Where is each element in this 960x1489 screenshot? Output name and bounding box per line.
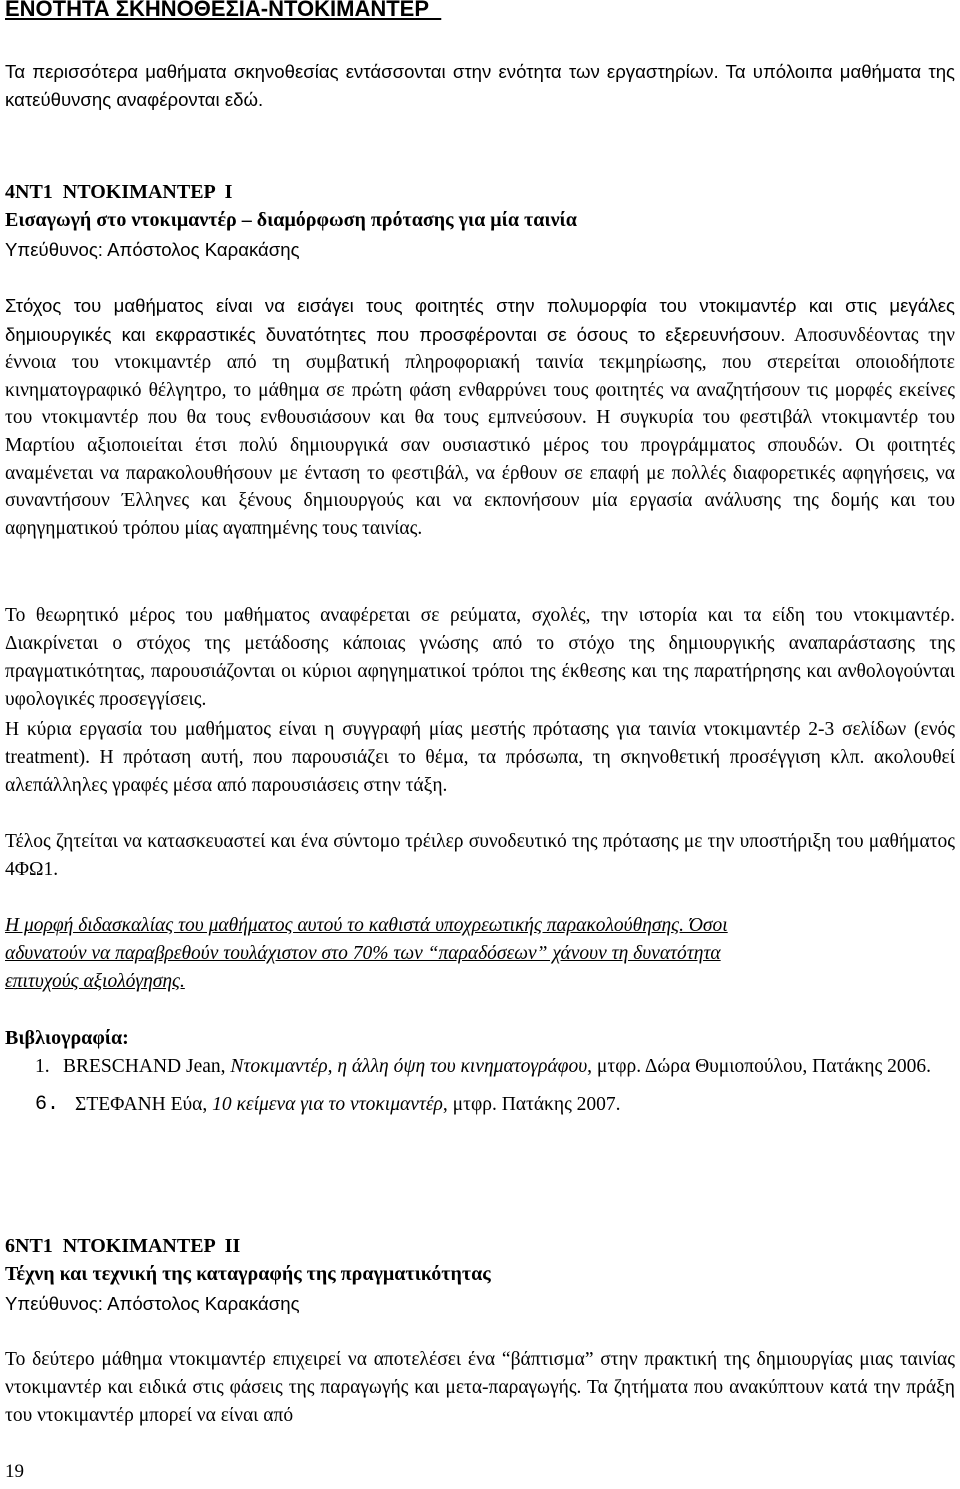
course1-goal-serif: Αποσυνδέοντας την έννοια του ντοκιμαντέρ από τη συμβατική πληροφοριακή ταινία τεκμηρίωσης, που στερείται οποιοδήποτε κινηματογραφικό θέλγητρο, το μάθημα σε πρώτη φάση ενθαρρύνει τους φοιτητές να αναζητήσουν τις μορφές εκείνες του ντοκιμαντέρ που θα τους ενθουσιάσουν και θα τους εμπνεύσουν. Η συγκυρία του φεστιβάλ ντοκιμαντέρ του Μαρτίου αξιοποιείται έτσι πολύ δημιουργικά σαν ουσιαστικό μέρος του προγράμματος σπουδών. Οι φοιτητές αναμένεται να παρακολουθήσουν με ένταση το φεστιβάλ, να έρθουν σε επαφή με πολλές διαφορετικές αφηγήσεις, να συναντήσουν Έλληνες και ξένους δημιουργούς και να εκπονήσουν μία εργασία ανάλυσης της δομής και του αφηγηματικού τρόπου μίας αγαπημένης τους ταινίας. bbox=[5, 324, 956, 539]
bibliography-item bbox=[35, 1091, 955, 1119]
bibliography-author: ΣΤΕΦΑΝΗ Εύα, bbox=[75, 1094, 213, 1115]
course1-theory-paragraph: Το θεωρητικό μέρος του μαθήματος αναφέρεται σε ρεύματα, σχολές, την ιστορία και τα είδη του ντοκιμαντέρ. Διακρίνεται ο στόχος της μετάδοσης κάποιας γνώσης από το στόχο της δημιουργικής αναπαράστασης της πραγματικότητας, παρουσιάζονται οι κύριοι αφηγηματικοί τρόποι της έκθεσης και της παρατήρησης και ανθολογούνται υφολογικές προσεγγίσεις. bbox=[5, 605, 955, 710]
course1-goal-sans: Στόχος του μαθήματος είναι να εισάγει τους φοιτητές στην πολυμορφία του ντοκιμαντέρ και στις μεγάλες δημιουργικές και εκφραστικές δυνατότητες που προσφέρονται σε όσους το εξερευνήσουν. bbox=[5, 295, 955, 345]
course2-responsible: Υπεύθυνος: Απόστολος Καρακάσης bbox=[5, 1293, 300, 1314]
intro-paragraph: Τα περισσότερα μαθήματα σκηνοθεσίας εντάσσονται στην ενότητα των εργαστηρίων. Τα υπόλοιπα μαθήματα της κατεύθυνσης αναφέρονται εδώ. bbox=[5, 61, 955, 110]
bibliography-item-text bbox=[63, 1053, 955, 1081]
bibliography-book-title: 10 κείμενα για το ντοκιμαντέρ bbox=[212, 1094, 443, 1115]
course1-heading bbox=[5, 178, 955, 234]
course1-attendance-note: Η μορφή διδασκαλίας του μαθήματος αυτού το καθιστά υποχρεωτικής παρακολούθησης. Όσοι αδυνατούν να παραβρεθούν τουλάχιστον στο 70% των “παραδόσεων” χάνουν τη δυνατότητα επιτυχούς αξιολόγησης. bbox=[5, 915, 728, 992]
bibliography-list bbox=[35, 1053, 955, 1119]
bibliography-item-text bbox=[75, 1091, 955, 1119]
bibliography-publisher: , μτφρ. Δώρα Θυμιοπούλου, Πατάκης 2006. bbox=[587, 1056, 931, 1077]
bibliography-book-title: Ντοκιμαντέρ, η άλλη όψη του κινηματογράφου bbox=[230, 1056, 588, 1077]
course1-main-work-paragraph: Η κύρια εργασία του μαθήματος είναι η συγγραφή μίας μεστής πρότασης για ταινία ντοκιμαντέρ 2-3 σελίδων (ενός treatment). Η πρόταση αυτή, που παρουσιάζει το θέμα, τα πρόσωπα, τη σκηνοθετική προσέγγιση κλπ. ακολουθεί αλεπάλληλες γραφές μέσα από παρουσιάσεις στην τάξη. bbox=[5, 719, 955, 796]
page-number: 19 bbox=[5, 1461, 24, 1482]
bibliography-item-number: 1. bbox=[35, 1056, 50, 1077]
course1-goal-paragraph bbox=[5, 292, 955, 542]
course2-subtitle: Τέχνη και τεχνική της καταγραφής της πραγματικότητας bbox=[5, 1263, 491, 1285]
section-title: ΕΝΟΤΗΤΑ ΣΚΗΝΟΘΕΣΙΑ-ΝΤΟΚΙΜΑΝΤΕΡ bbox=[5, 0, 442, 21]
course2-code-title: 6ΝΤ1 ΝΤΟΚΙΜΑΝΤΕΡ ΙΙ bbox=[5, 1235, 241, 1257]
bibliography-item bbox=[35, 1053, 955, 1081]
bibliography-item-number: 6. bbox=[35, 1093, 60, 1116]
course1-trailer-paragraph: Τέλος ζητείται να κατασκευαστεί και ένα σύντομο τρέιλερ συνοδευτικό της πρότασης με την υποστήριξη του μαθήματος 4ΦΩ1. bbox=[5, 831, 955, 880]
course2-heading bbox=[5, 1232, 955, 1288]
course1-responsible: Υπεύθυνος: Απόστολος Καρακάσης bbox=[5, 239, 300, 260]
bibliography-title: Βιβλιογραφία: bbox=[5, 1027, 129, 1049]
course1-code-title: 4ΝΤ1 ΝΤΟΚΙΜΑΝΤΕΡ Ι bbox=[5, 181, 233, 203]
bibliography-author: BRESCHAND Jean, bbox=[63, 1056, 231, 1077]
course1-subtitle: Εισαγωγή στο ντοκιμαντέρ – διαμόρφωση πρότασης για μία ταινία bbox=[5, 209, 577, 231]
bibliography-publisher: , μτφρ. Πατάκης 2007. bbox=[442, 1094, 621, 1115]
course2-intro-paragraph: Το δεύτερο μάθημα ντοκιμαντέρ επιχειρεί να αποτελέσει ένα “βάπτισμα” στην πρακτική της δημιουργίας μιας ταινίας ντοκιμαντέρ και ειδικά στις φάσεις της παραγωγής και μετα-παραγωγής. Τα ζητήματα που ανακύπτουν κατά την πράξη του ντοκιμαντέρ μπορεί να είναι από bbox=[5, 1349, 955, 1426]
